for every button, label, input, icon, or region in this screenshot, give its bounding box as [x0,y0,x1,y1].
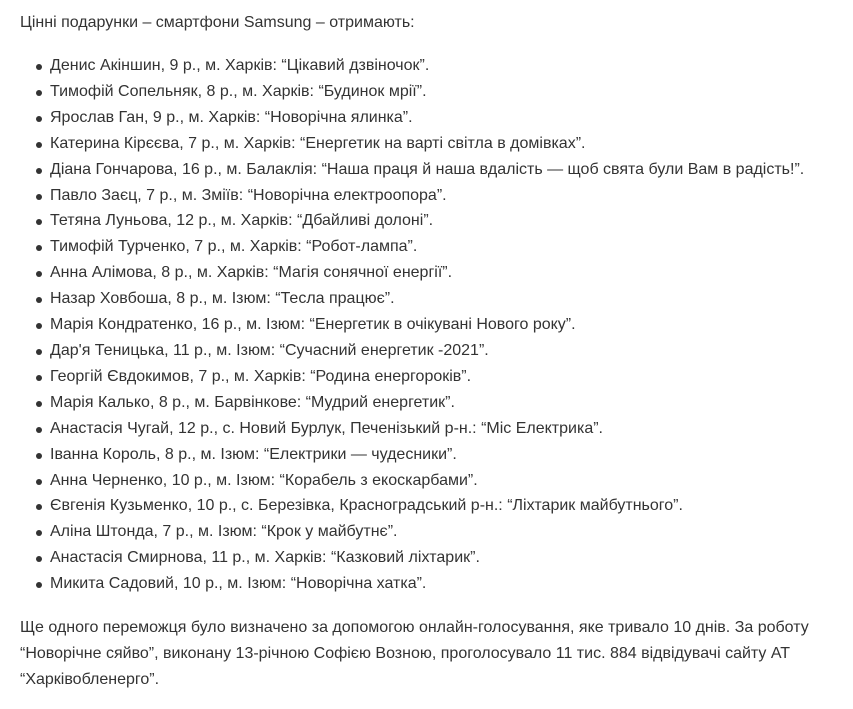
bullet-icon [36,375,42,381]
bullet-icon [36,453,42,459]
list-item-text: Анастасія Чугай, 12 р., с. Новий Бурлук, Печенізький р-н.: “Міс Електрика”. [50,419,603,437]
bullet-icon [36,271,42,277]
bullet-icon [36,194,42,200]
bullet-icon [36,582,42,588]
outro-paragraph: Ще одного переможця було визначено за допомогою онлайн-голосування, яке тривало 10 днів. За роботу “Новорічне сяйво”, виконану 13-річною Софією Возною, проголосувало 11 тис. 884 відвідувачі сайту АТ “Харківобленерго”. [20,619,809,689]
list-item-text: Ярослав Ган, 9 р., м. Харків: “Новорічна ялинка”. [50,108,413,126]
list-item-text: Тимофій Турченко, 7 р., м. Харків: “Робот-лампа”. [50,238,418,256]
list-item [50,53,833,79]
list-item-text: Євгенія Кузьменко, 10 р., с. Березівка, Красноградський р-н.: “Ліхтарик майбутнього”. [50,497,683,515]
list-item-text: Аліна Штонда, 7 р., м. Ізюм: “Крок у майбутнє”. [50,523,398,541]
list-item [50,131,833,157]
bullet-icon [36,219,42,225]
list-item [50,208,833,234]
list-item [50,183,833,209]
list-item-text: Денис Акіншин, 9 р., м. Харків: “Цікавий дзвіночок”. [50,57,430,74]
list-item-text: Анастасія Смирнова, 11 р., м. Харків: “Казковий ліхтарик”. [50,549,480,567]
list-item-text: Павло Заєц, 7 р., м. Зміїв: “Новорічна електроопора”. [50,186,447,204]
bullet-icon [36,349,42,355]
list-item-text: Анна Алімова, 8 р., м. Харків: “Магія сонячної енергії”. [50,264,453,282]
list-item-text: Назар Ховбоша, 8 р., м. Ізюм: “Тесла працює”. [50,290,395,308]
list-item [50,571,833,597]
bullet-icon [36,90,42,96]
list-item [50,286,833,312]
list-item [50,234,833,260]
intro-paragraph: Цінні подарунки – смартфони Samsung – отримають: [20,14,415,31]
list-item [50,519,833,545]
bullet-icon [36,479,42,485]
list-item-text: Анна Черненко, 10 р., м. Ізюм: “Корабель з екоскарбами”. [50,471,478,489]
list-item [50,390,833,416]
list-item [50,338,833,364]
bullet-icon [36,64,42,70]
bullet-icon [36,530,42,536]
list-item [50,312,833,338]
list-item [50,416,833,442]
list-item-text: Дар'я Теницька, 11 р., м. Ізюм: “Сучасний енергетик -2021”. [50,341,489,359]
list-item [50,157,833,183]
list-item-text: Георгій Євдокимов, 7 р., м. Харків: “Родина енергороків”. [50,367,472,385]
list-item-text: Іванна Король, 8 р., м. Ізюм: “Електрики — чудесники”. [50,445,457,463]
list-item-text: Катерина Кірєєва, 7 р., м. Харків: “Енергетик на варті світла в домівках”. [50,134,586,152]
list-item-text: Діана Гончарова, 16 р., м. Балаклія: “Наша праця й наша вдалість — щоб свята були Вам в радість!”. [50,160,805,178]
bullet-icon [36,297,42,303]
winners-list [20,53,833,597]
list-item [50,79,833,105]
list-item-text: Марія Кондратенко, 16 р., м. Ізюм: “Енергетик в очікувані Нового року”. [50,316,576,334]
bullet-icon [36,323,42,329]
bullet-icon [36,116,42,122]
list-item [50,493,833,519]
list-item [50,468,833,494]
bullet-icon [36,168,42,174]
bullet-icon [36,401,42,407]
bullet-icon [36,427,42,433]
list-item-text: Тимофій Сопельняк, 8 р., м. Харків: “Будинок мрії”. [50,82,427,100]
list-item [50,442,833,468]
list-item [50,260,833,286]
list-item-text: Тетяна Луньова, 12 р., м. Харків: “Дбайливі долоні”. [50,212,434,230]
list-item-text: Марія Калько, 8 р., м. Барвінкове: “Мудрий енергетик”. [50,393,455,411]
list-item [50,364,833,390]
list-item [50,545,833,571]
bullet-icon [36,142,42,148]
bullet-icon [36,245,42,251]
bullet-icon [36,556,42,562]
bullet-icon [36,504,42,510]
list-item-text: Микита Садовий, 10 р., м. Ізюм: “Новорічна хатка”. [50,575,427,593]
list-item [50,105,833,131]
